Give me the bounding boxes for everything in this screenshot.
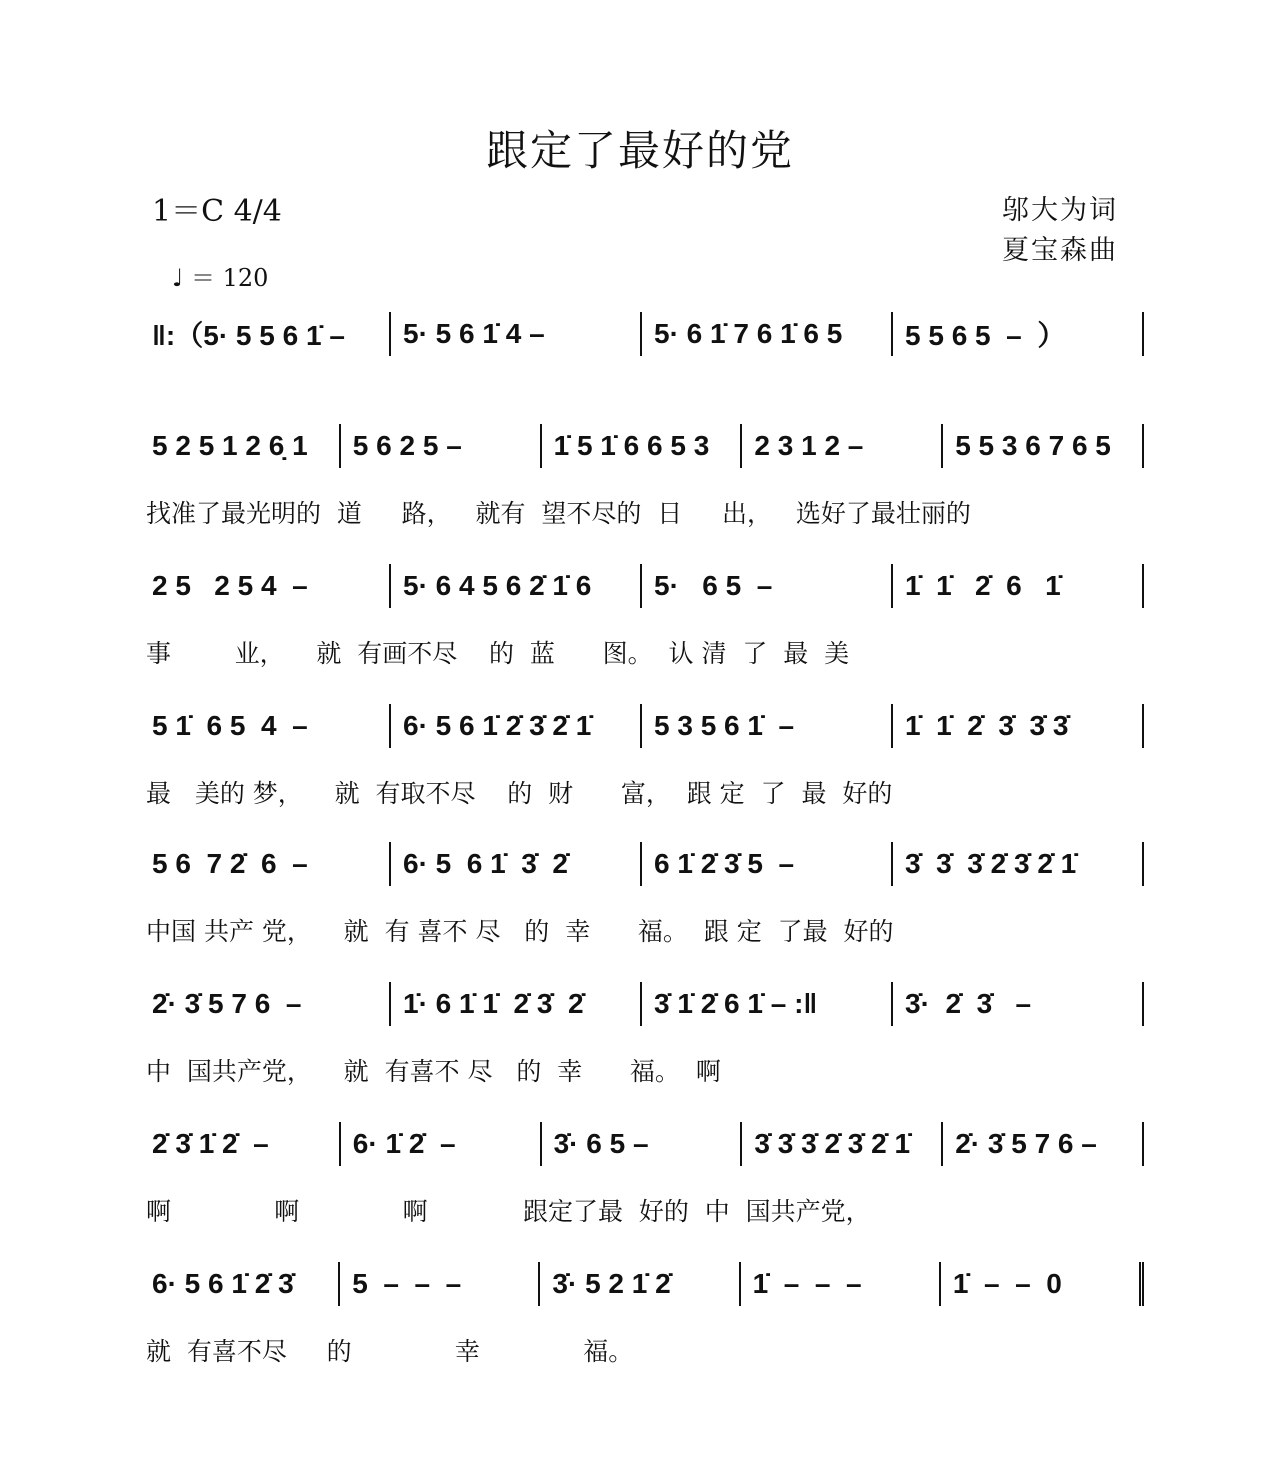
- measure: 2 3 1 2 –: [742, 424, 943, 468]
- staff-line: [148, 422, 1144, 470]
- measure: 3̇· 6 5 –: [542, 1122, 743, 1166]
- measure: 5 3 5 6 1̇ –: [642, 704, 893, 748]
- measure: 1̇ 5 1̇ 6 6 5 3: [542, 424, 743, 468]
- lyricist-credit: 邬大为词: [1002, 195, 1118, 226]
- measure: 2 5 2 5 4 –: [148, 564, 391, 608]
- measure: 3̇ 3̇ 3̇ 2̇ 3̇ 2̇ 1̇: [893, 842, 1144, 886]
- measure: 5 6 7 2̇ 6 –: [148, 842, 391, 886]
- lyric-line: 就 有喜不尽 的 幸 福。: [146, 1337, 634, 1366]
- measure: 2̇· 3̇ 5 7 6 –: [943, 1122, 1144, 1166]
- key-time-signature: 1＝C 4/4: [152, 194, 282, 229]
- lyric-line: 事 业， 就 有画不尽 的 蓝 图。 认 清 了 最 美: [146, 639, 850, 668]
- measure: 1̇ – – –: [741, 1262, 941, 1306]
- lyric-line: 啊 啊 啊 跟定了最 好的 中 国共产党，: [146, 1197, 871, 1226]
- measure: 5· 5 6 1̇ 4 –: [391, 312, 642, 356]
- staff-line: [148, 840, 1144, 888]
- measure: 5· 6 5 –: [642, 564, 893, 608]
- measure: 5 5 3 6 7 6 5: [943, 424, 1144, 468]
- measure: 5 6 2 5 –: [341, 424, 542, 468]
- lyric-line: 中国 共产 党， 就 有 喜不 尽 的 幸 福。 跟 定 了最 好的: [146, 917, 894, 946]
- measure: 2̇· 3̇ 5 7 6 –: [148, 982, 391, 1026]
- measure: 6· 1̇ 2̇ –: [341, 1122, 542, 1166]
- staff-line: [148, 310, 1144, 358]
- measure: 1̇ 1̇ 2̇ 6 1̇: [893, 564, 1144, 608]
- tempo-marking: ♩ ＝ 120: [172, 264, 269, 292]
- measure: 3̇ 1̇ 2̇ 6 1̇ – :‖: [642, 982, 893, 1026]
- composer-credit: 夏宝森曲: [1002, 235, 1118, 266]
- measure: 5 1̇ 6 5 4 –: [148, 704, 391, 748]
- measure: 5· 6 4 5 6 2̇ 1̇ 6: [391, 564, 642, 608]
- lyric-line: 最 美的 梦， 就 有取不尽 的 财 富， 跟 定 了 最 好的: [146, 779, 893, 808]
- staff-line: [148, 562, 1144, 610]
- staff-line: [148, 1120, 1144, 1168]
- measure: 6 1̇ 2̇ 3̇ 5 –: [642, 842, 893, 886]
- measure: ‖:（5· 5 5 6 1̇ –: [148, 312, 391, 356]
- measure: 3̇· 5 2 1̇ 2̇: [540, 1262, 740, 1306]
- lyric-line: 中 国共产党， 就 有喜不 尽 的 幸 福。 啊: [146, 1057, 721, 1086]
- staff-line: [148, 1260, 1144, 1308]
- measure: 3̇· 2̇ 3̇ –: [893, 982, 1144, 1026]
- measure: 1̇ – – 0: [941, 1262, 1144, 1306]
- measure: 1̇· 6 1̇ 1̇ 2̇ 3̇ 2̇: [391, 982, 642, 1026]
- measure: 1̇ 1̇ 2̇ 3̇ 3̇ 3̇: [893, 704, 1144, 748]
- measure: 5 5 6 5 – ）: [893, 312, 1144, 356]
- measure: 5 – – –: [340, 1262, 540, 1306]
- measure: 5· 6 1̇ 7 6 1̇ 6 5: [642, 312, 893, 356]
- measure: 6· 5 6 1̇ 2̇ 3̇ 2̇ 1̇: [391, 704, 642, 748]
- measure: 5 2 5 1 2 6̣ 1: [148, 424, 341, 468]
- staff-line: [148, 702, 1144, 750]
- song-title: 跟定了最好的党: [485, 126, 794, 175]
- measure: 6· 5 6 1̇ 3̇ 2̇: [391, 842, 642, 886]
- lyric-line: 找准了最光明的 道 路， 就有 望不尽的 日 出， 选好了最壮丽的: [146, 499, 971, 528]
- measure: 3̇ 3̇ 3̇ 2̇ 3̇ 2̇ 1̇: [742, 1122, 943, 1166]
- measure: 6· 5 6 1̇ 2̇ 3̇: [148, 1262, 340, 1306]
- measure: 2̇ 3̇ 1̇ 2̇ –: [148, 1122, 341, 1166]
- staff-line: [148, 980, 1144, 1028]
